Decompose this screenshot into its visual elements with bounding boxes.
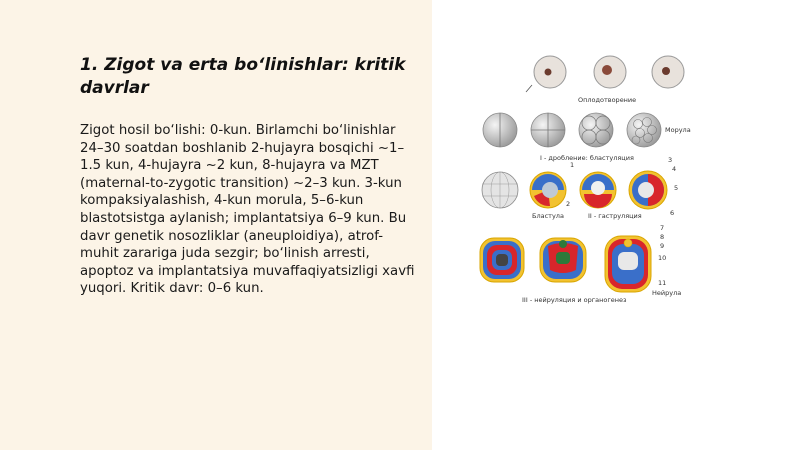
slide-title: 1. Zigot va erta bo‘linishlar: kritik davrlar	[80, 55, 406, 98]
label-number-5: 5	[674, 184, 679, 192]
embryo-development-diagram	[470, 40, 700, 310]
zygote-stage-2	[594, 56, 626, 88]
label-morula: Морула	[665, 126, 691, 134]
neurula-early	[480, 238, 524, 282]
gastrula-early	[580, 172, 616, 208]
cleavage-4-cell	[531, 113, 565, 147]
label-number-10: 10	[658, 254, 667, 262]
label-number-7: 7	[660, 224, 665, 232]
slide-body-text: Zigot hosil bo‘lishi: 0-kun. Birlamchi bo‘linishlar 24–30 soatdan boshlanib 2-hujayra bosqichi ~1–1.5 kun, 4-hujayra ~2 kun, 8-hujayra va MZT (maternal-to-zygotic transition) ~2–3 kun. 3-kun kompaksiyalashish, 4-kun morula, 5–6-kun blastotsistga aylanish; implantatsiya 6–9 kun. Bu davr genetik nosozliklar (aneuploidiya), atrof-muhit zarariga juda sezgir; bo‘linish arresti, apoptoz va implantatsiya muvaffaqiyatsizligi xavfi yuqori. Kritik davr: 0–6 kun.	[80, 123, 415, 297]
blastula-section	[530, 172, 566, 208]
label-number-3: 3	[668, 156, 673, 164]
label-neurulation: III - нейруляция и органогенез	[522, 296, 627, 304]
morula	[627, 113, 661, 147]
label-number-2: 2	[566, 200, 571, 208]
label-gastrulation: II - гаструляция	[588, 212, 642, 220]
label-number-6: 6	[670, 209, 675, 217]
cleavage-2-cell	[483, 113, 517, 147]
cleavage-8-cell	[579, 113, 613, 147]
label-number-9: 9	[660, 242, 665, 250]
label-cleavage: I - дробление: бластуляция	[540, 154, 634, 162]
label-number-1: 1	[570, 161, 575, 169]
label-blastula: Бластула	[532, 212, 564, 220]
neurula-mid	[540, 238, 586, 282]
zygote-stage-3	[652, 56, 684, 88]
label-number-8: 8	[660, 233, 665, 241]
label-number-11: 11	[658, 279, 667, 287]
blastula-mesh	[482, 172, 518, 208]
embryo-diagram-svg	[470, 40, 700, 310]
label-fertilization: Оплодотворение	[578, 96, 637, 104]
gastrula-late	[629, 171, 667, 209]
zygote-stage-1	[526, 56, 566, 92]
label-neurula: Нейрула	[652, 289, 682, 297]
label-number-4: 4	[672, 165, 677, 173]
neurula-late	[605, 236, 651, 292]
